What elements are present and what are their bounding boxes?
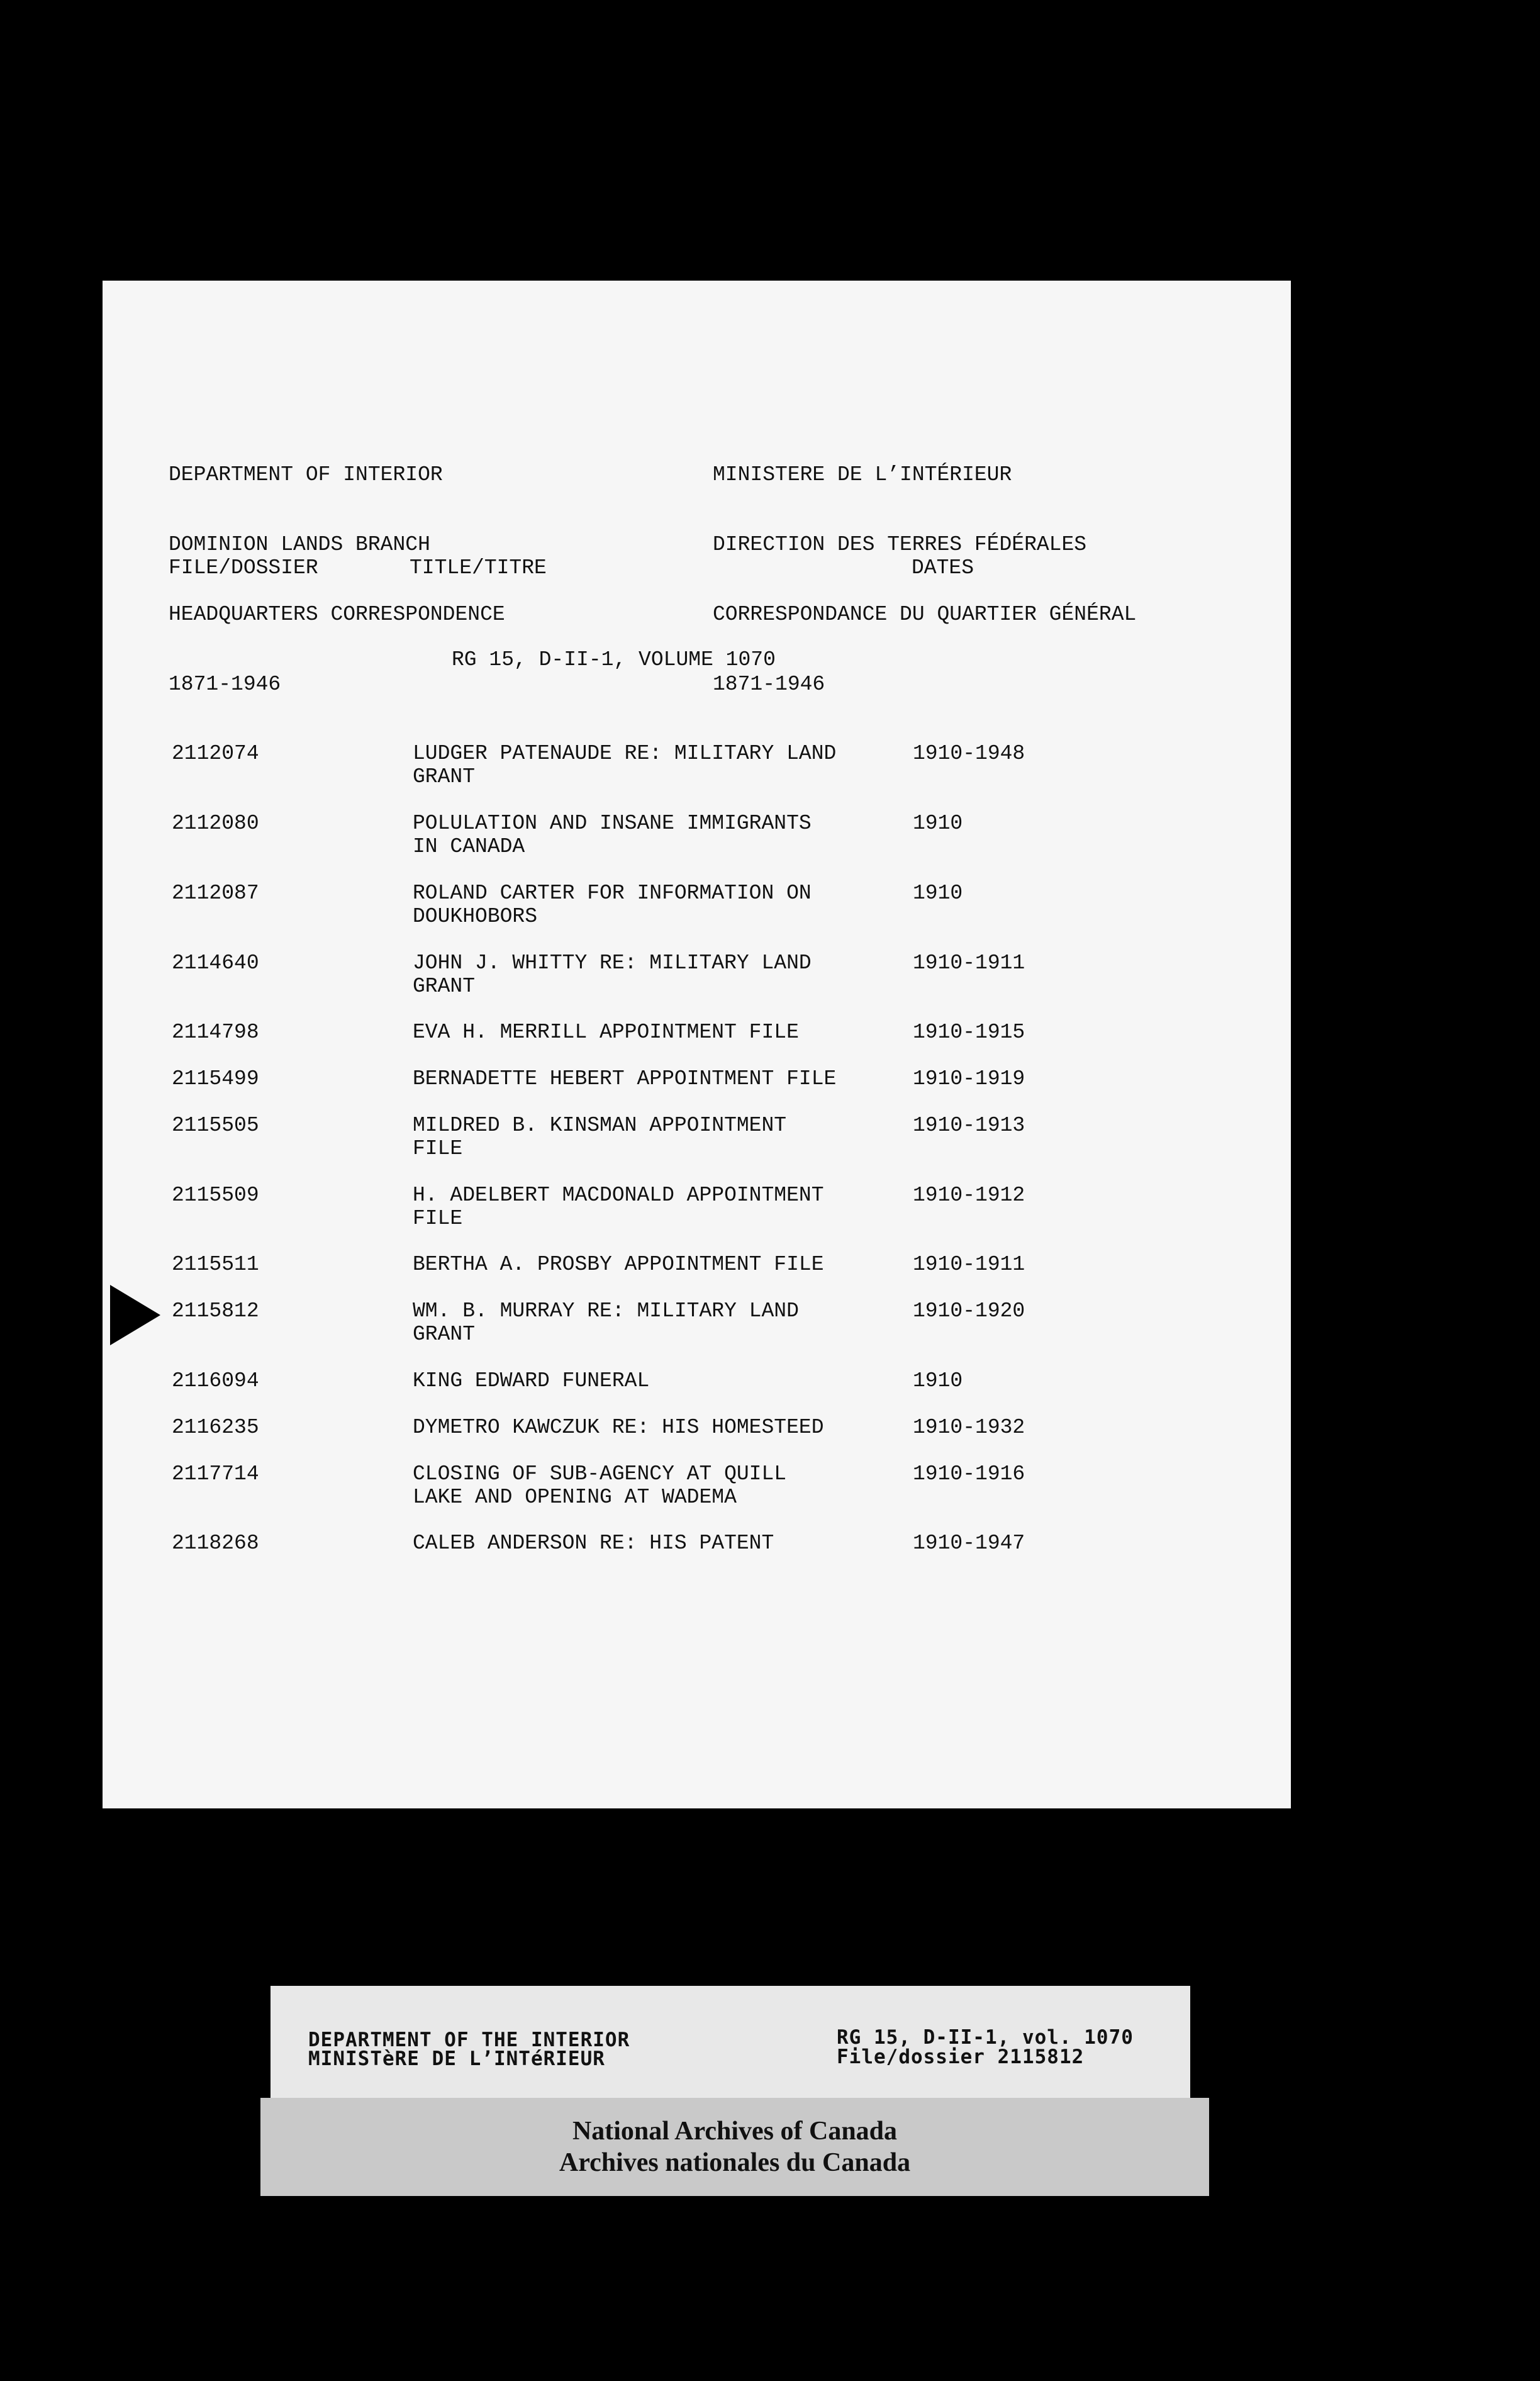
title-line: KING EDWARD FUNERAL (413, 1369, 650, 1392)
file-dates: 1910-1912 (913, 1184, 1025, 1207)
file-number: 2112087 (172, 882, 259, 905)
file-dates: 1910-1913 (913, 1114, 1025, 1137)
archive-name-fr: Archives nationales du Canada (559, 2148, 911, 2177)
title-line: LAKE AND OPENING AT WADEMA (413, 1486, 737, 1509)
file-dates: 1910-1915 (913, 1021, 1025, 1044)
file-dates: 1910-1911 (913, 1253, 1025, 1276)
header-line: 1871-1946 (169, 673, 281, 696)
archive-label (260, 2098, 1209, 2196)
file-dates: 1910-1947 (913, 1532, 1025, 1555)
file-title (413, 882, 916, 928)
file-number: 2115509 (172, 1184, 259, 1207)
file-title (413, 1114, 916, 1160)
file-title (413, 1532, 916, 1555)
file-title (413, 951, 916, 998)
title-line: FILE (413, 1137, 463, 1160)
file-number: 2118268 (172, 1532, 259, 1555)
title-line: FILE (413, 1207, 463, 1230)
title-line: GRANT (413, 765, 476, 788)
header-line: HEADQUARTERS CORRESPONDENCE (169, 603, 505, 626)
title-line: BERNADETTE HEBERT APPOINTMENT FILE (413, 1067, 837, 1090)
file-title (413, 1021, 916, 1044)
column-header-dates: DATES (912, 556, 974, 580)
file-number: 2115505 (172, 1114, 259, 1137)
column-header-file: FILE/DOSSIER (169, 556, 318, 580)
file-title (413, 1184, 916, 1230)
file-title (413, 1067, 916, 1090)
header-english (169, 417, 505, 742)
file-dates: 1910 (913, 882, 963, 905)
file-title (413, 1416, 916, 1439)
archive-name-en: National Archives of Canada (572, 2117, 898, 2146)
title-line: DYMETRO KAWCZUK RE: HIS HOMESTEED (413, 1416, 824, 1439)
label-dept-fr: MINISTèRE DE L’INTéRIEUR (308, 2048, 605, 2070)
file-title (413, 1462, 916, 1509)
file-dates: 1910-1919 (913, 1067, 1025, 1090)
title-line: EVA H. MERRILL APPOINTMENT FILE (413, 1021, 799, 1044)
file-number: 2116094 (172, 1369, 259, 1392)
microfilm-label (271, 1986, 1190, 2098)
title-line: CLOSING OF SUB-AGENCY AT QUILL (413, 1462, 787, 1486)
file-title (413, 1369, 916, 1392)
title-line: DOUKHOBORS (413, 905, 538, 928)
header-french (713, 417, 1136, 742)
file-number: 2115511 (172, 1253, 259, 1276)
file-dates: 1910-1932 (913, 1416, 1025, 1439)
header-line: CORRESPONDANCE DU QUARTIER GÉNÉRAL (713, 603, 1137, 626)
title-line: IN CANADA (413, 835, 525, 858)
header-line: MINISTERE DE L’INTÉRIEUR (713, 463, 1012, 486)
label-dept-en: DEPARTMENT OF THE INTERIOR (308, 2029, 630, 2051)
header-line: DOMINION LANDS BRANCH (169, 533, 430, 556)
file-number: 2114798 (172, 1021, 259, 1044)
file-dates: 1910 (913, 812, 963, 835)
title-line: LUDGER PATENAUDE RE: MILITARY LAND (413, 742, 837, 765)
file-dates: 1910-1920 (913, 1299, 1025, 1323)
title-line: ROLAND CARTER FOR INFORMATION ON (413, 882, 812, 905)
title-line: MILDRED B. KINSMAN APPOINTMENT (413, 1114, 787, 1137)
file-dates: 1910-1911 (913, 951, 1025, 975)
header-line: DIRECTION DES TERRES FÉDÉRALES (713, 533, 1087, 556)
label-file-number: File/dossier 2115812 (837, 2046, 1085, 2068)
file-number: 2112080 (172, 812, 259, 835)
file-number: 2115812 (172, 1299, 259, 1323)
title-line: CALEB ANDERSON RE: HIS PATENT (413, 1532, 774, 1555)
title-line: POLULATION AND INSANE IMMIGRANTS (413, 812, 812, 835)
title-line: H. ADELBERT MACDONALD APPOINTMENT (413, 1184, 824, 1207)
file-title (413, 1299, 916, 1346)
title-line: BERTHA A. PROSBY APPOINTMENT FILE (413, 1253, 824, 1276)
file-dates: 1910 (913, 1369, 963, 1392)
volume-reference: RG 15, D-II-1, VOLUME 1070 (452, 648, 776, 671)
file-number: 2116235 (172, 1416, 259, 1439)
title-line: JOHN J. WHITTY RE: MILITARY LAND (413, 951, 812, 975)
file-number: 2115499 (172, 1067, 259, 1090)
title-line: GRANT (413, 1323, 476, 1346)
file-number: 2114640 (172, 951, 259, 975)
label-reference: RG 15, D-II-1, vol. 1070 (837, 2026, 1134, 2049)
header-line: 1871-1946 (713, 673, 825, 696)
column-header-title: TITLE/TITRE (410, 556, 547, 580)
file-dates: 1910-1916 (913, 1462, 1025, 1486)
title-line: GRANT (413, 975, 476, 998)
pointer-arrow-icon (110, 1285, 160, 1345)
title-line: WM. B. MURRAY RE: MILITARY LAND (413, 1299, 799, 1323)
file-number: 2112074 (172, 742, 259, 765)
document-sheet (103, 281, 1291, 1808)
file-title (413, 812, 916, 858)
header-line: DEPARTMENT OF INTERIOR (169, 463, 443, 486)
file-number: 2117714 (172, 1462, 259, 1486)
file-dates: 1910-1948 (913, 742, 1025, 765)
file-title (413, 742, 916, 788)
file-title (413, 1253, 916, 1276)
